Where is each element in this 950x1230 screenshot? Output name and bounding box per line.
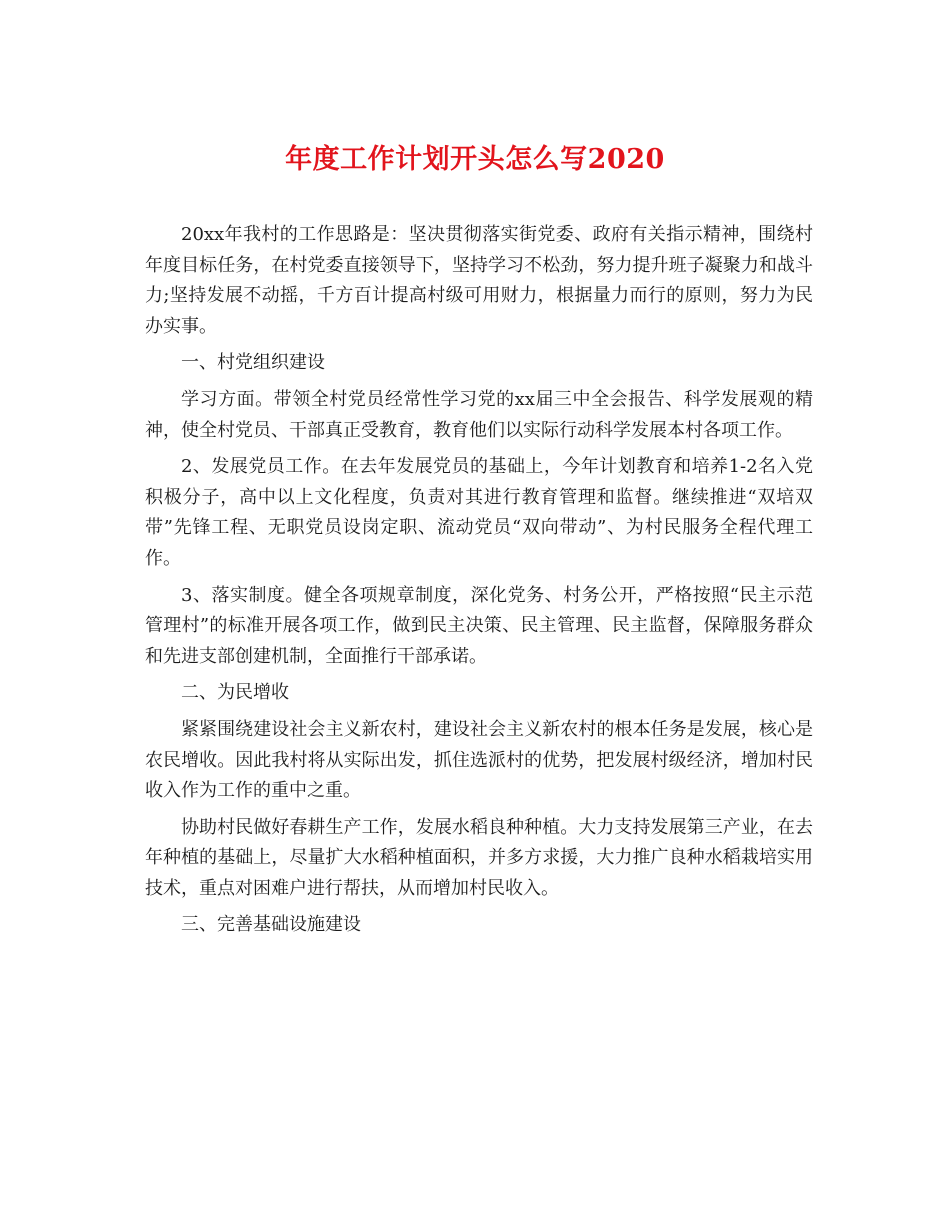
paragraph-intro: 20xx年我村的工作思路是：坚决贯彻落实街党委、政府有关指示精神，围绕村年度目标任务，在村党委直接领导下，坚持学习不松劲，努力提升班子凝聚力和战斗力;坚持发展不动摇，千方百计提高村级可用财力，根据量力而行的原则，努力为民办实事。 bbox=[145, 224, 813, 337]
section-heading-3: 三、完善基础设施建设 bbox=[181, 914, 361, 936]
paragraph-party-members: 2、发展党员工作。在去年发展党员的基础上，今年计划教育和培养1-2名入党积极分子，高中以上文化程度，负责对其进行教育管理和监督。继续推进“双培双带”先锋工程、无职党员设岗定职、流动党员“双向带动”、为村民服务全程代理工作。 bbox=[145, 456, 813, 569]
document-title: 年度工作计划开头怎么写2020 bbox=[285, 144, 665, 175]
section-heading-1: 一、村党组织建设 bbox=[181, 352, 325, 374]
document-body bbox=[145, 220, 813, 947]
paragraph-study: 学习方面。带领全村党员经常性学习党的xx届三中全会报告、科学发展观的精神，使全村党员、干部真正受教育，教育他们以实际行动科学发展本村各项工作。 bbox=[145, 388, 813, 441]
section-heading-2: 二、为民增收 bbox=[181, 682, 289, 704]
paragraph-farming: 协助村民做好春耕生产工作，发展水稻良种种植。大力支持发展第三产业，在去年种植的基础上，尽量扩大水稻种植面积，并多方求援，大力推广良种水稻栽培实用技术，重点对困难户进行帮扶，从而增加村民收入。 bbox=[145, 816, 813, 899]
paragraph-income: 紧紧围绕建设社会主义新农村，建设社会主义新农村的根本任务是发展，核心是农民增收。因此我村将从实际出发，抓住选派村的优势，把发展村级经济，增加村民收入作为工作的重中之重。 bbox=[145, 718, 813, 802]
paragraph-systems: 3、落实制度。健全各项规章制度，深化党务、村务公开，严格按照“民主示范管理村”的标准开展各项工作，做到民主决策、民主管理、民主监督，保障服务群众和先进支部创建机制，全面推行干部承诺。 bbox=[145, 584, 813, 667]
